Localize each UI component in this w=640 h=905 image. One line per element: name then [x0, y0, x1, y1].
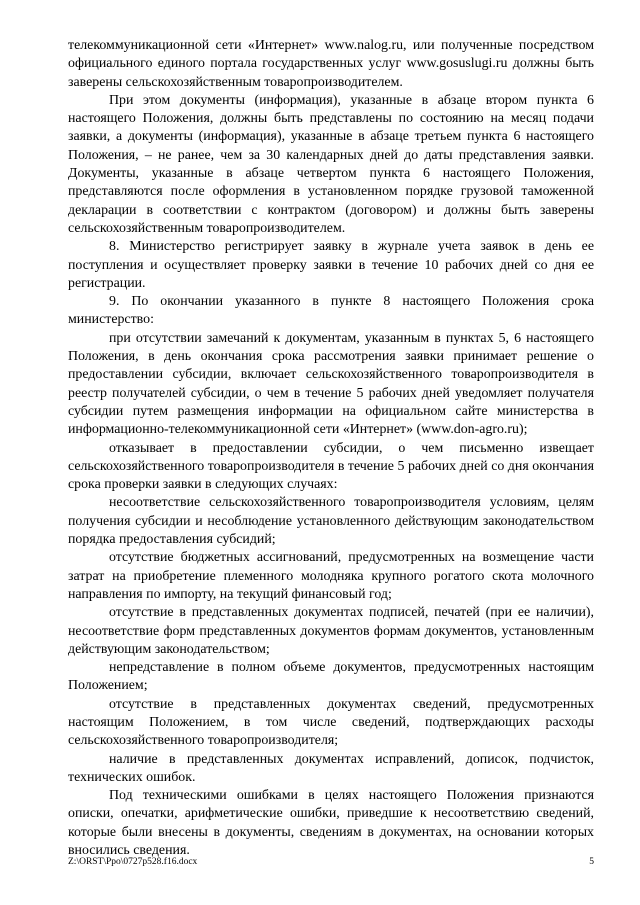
refusal-reason-incomplete-documents: непредставление в полном объеме документов, предусмотренных настоящим Положением;	[68, 660, 594, 694]
paragraph-item-8: 8. Министерство регистрирует заявку в журнале учета заявок в день ее поступления и осуществляет проверку заявки в течение 10 рабочих дней со дня ее регистрации.	[68, 239, 594, 291]
paragraph-item-9: 9. По окончании указанного в пункте 8 настоящего Положения срока министерство:	[68, 294, 594, 328]
refusal-reason-missing-info: отсутствие в представленных документах сведений, предусмотренных настоящим Положением, в том числе сведений, подтверждающих расходы сельскохозяйственного товаропроизводителя;	[68, 696, 594, 749]
refusal-reason-nonconformity: несоответствие сельскохозяйственного товаропроизводителя условиям, целям получения субсидии и несоблюдение установленного действующим законодательством порядка предоставления субсидий;	[68, 495, 594, 548]
refusal-reason-no-budget: отсутствие бюджетных ассигнований, предусмотренных на возмещение части затрат на приобретение племенного молодняка крупного рогатого скота молочного направления по импорту, на текущий финансовый год;	[68, 550, 594, 602]
paragraph-continuation: телекоммуникационной сети «Интернет» www.nalog.ru, или полученные посредством официального единого портала государственных услуг www.gosuslugi.ru должны быть заверены сельскохозяйственным товаропроизводителем.	[68, 38, 594, 90]
paragraph-document-timing: При этом документы (информация), указанные в абзаце втором пункта 6 настоящего Положения, должны быть представлены по состоянию на месяц подачи заявки, а документы (информация), указанные в абзаце третьем пункта 6 настоящего Положения, – не ранее, чем за 30 календарных дней до даты представления заявки. Документы, указанные в абзаце четвертом пункта 6 настоящего Положения, представляются после оформления в установленном порядке грузовой таможенной декларации в соответствии с контрактом (договором) и должны быть заверены сельскохозяйственным товаропроизводителем.	[68, 92, 594, 236]
refusal-reason-missing-signatures: отсутствие в представленных документах подписей, печатей (при ее наличии), несоответствие форм представленных документов формам документов, установленным действующим законодательством;	[68, 605, 594, 657]
refusal-reason-corrections: наличие в представленных документах исправлений, дописок, подчисток, технических ошибок.	[68, 751, 594, 785]
document-page	[68, 37, 594, 860]
file-path: Z:\ORST\Ppo\0727p528.f16.docx	[68, 857, 198, 867]
paragraph-refusal: отказывает в предоставлении субсидии, о чем письменно извещает сельскохозяйственного товаропроизводителя в течение 5 рабочих дней со дня окончания срока проверки заявки в следующих случаях:	[68, 440, 594, 493]
paragraph-technical-errors: Под техническими ошибками в целях настоящего Положения признаются описки, опечатки, арифметические ошибки, приведшие к несоответствию сведений, которые были внесены в документы, сведениям в документах, на основании которых вносились сведения.	[68, 788, 594, 859]
paragraph-approval: при отсутствии замечаний к документам, указанным в пунктах 5, 6 настоящего Положения, в день окончания срока рассмотрения заявки принимает решение о предоставлении субсидии, включает сельскохозяйственного товаропроизводителя в реестр получателей субсидии, о чем в течение 5 рабочих дней уведомляет получателя субсидии путем размещения информации на официальном сайте министерства в информационно-телекоммуникационной сети «Интернет» (www.don-agro.ru);	[68, 330, 594, 438]
page-number: 5	[589, 857, 594, 867]
